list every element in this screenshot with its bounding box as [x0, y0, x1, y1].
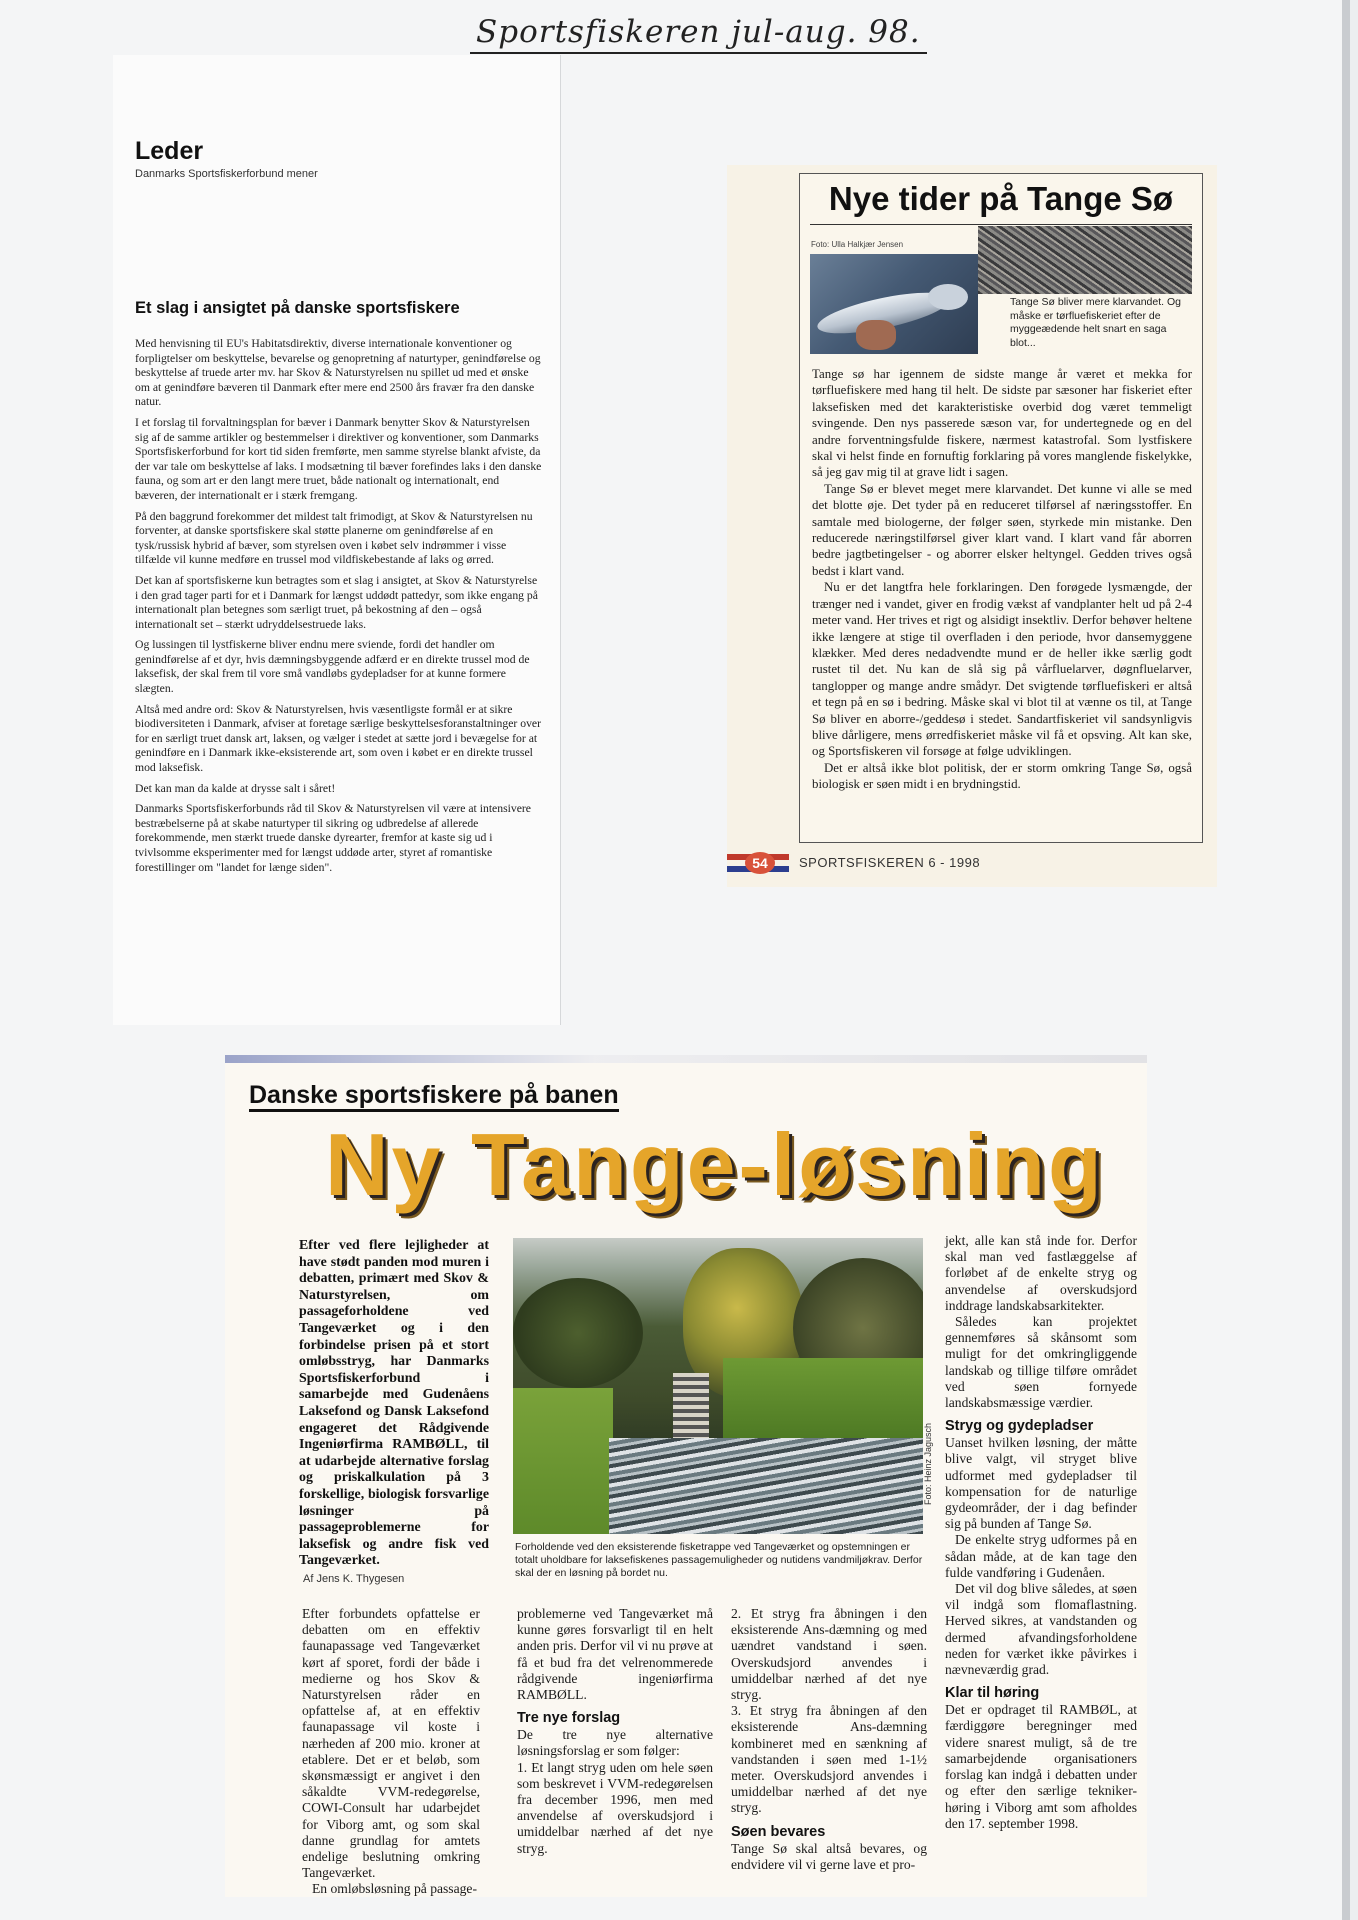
leder-title: Leder [135, 137, 204, 165]
tange-column-3 [731, 1606, 927, 1873]
tange-kicker: Danske sportsfiskere på banen [249, 1081, 619, 1112]
leder-headline: Et slag i ansigtet på danske sportsfiskere [135, 299, 460, 317]
leder-paragraph: Med henvisning til EU's Habitatsdirektiv, diverse internationale konventioner og forpligtelser om beskyttelse, bevarelse og genopretning af naturtyper, genindførelse og beskyttelse af truede arter mv. har Skov & Naturstyrelsen nu spillet ud med et ønske om at genindføre bæveren til Danmark efter mere end 2500 års fravær fra den danske natur. [135, 337, 541, 409]
leder-paragraph: Altså med andre ord: Skov & Naturstyrelsen, hvis væsentligste formål er at sikre biodiversiteten i Danmark, afviser at foretage særlige beskyttelsesforanstaltninger over for en særligt truet dansk art, laksen, og vælger i stedet at sætte jord i bevægelse for at genindføre en i Danmark ikke-eksisterende art, som oven i købet er en direkte trussel mod laksefisk. [135, 702, 542, 775]
midges-photo [978, 226, 1192, 294]
magazine-footer: SPORTSFISKEREN 6 - 1998 [799, 855, 981, 870]
hand-shape [856, 320, 896, 350]
column-paragraph: De enkelte stryg udformes på en sådan måde, at de kan tage den fulde vandføring i Gudenåen. [945, 1532, 1137, 1580]
leder-paragraph: I et forslag til forvaltningsplan for bæver i Danmark benytter Skov & Naturstyrelsen sig af de samme artikler og bestemmelser i direktiver og konventioner, som Danmarks Sportsfiskerforbund for kort tid siden fremførte, men samme styrelse blankt afviste, da der var tale om beskyttelse af laks. I modsætning til bæver forefindes laks i den danske fauna, og som art er den langt mere truet, både nationalt og internationalt, end bæveren, der internationalt er i stærk fremgang. [135, 415, 542, 502]
grass-shape [723, 1358, 923, 1438]
nye-paragraph: Tange sø har igennem de sidste mange år været et mekka for tørfluefiskere med hang til helt. De sidste par sæsoner har fiskeriet efter laksefisken med det karakteristiske overbid dog været temmeligt svingende. Den nys passerede sæson var, for undertegnede og en del andre forventningsfulde fiskere, nærmest katastrofal. Som lystfiskere skal vi helst finde en fornuftig forklaring på vores manglende fiskelykke, så jeg gav mig til at grave lidt i sagen. [812, 367, 1192, 480]
column-heading: Søen bevares [731, 1823, 826, 1840]
fish-ladder-shape [673, 1373, 709, 1438]
top-color-bar [225, 1055, 1147, 1063]
nye-caption: Tange Sø bliver mere klarvandet. Og måske er tørfluefiskeriet efter de myggeædende helt snart en saga blot... [1010, 296, 1181, 349]
nye-paragraph: Det er altså ikke blot politisk, der er storm omkring Tange Sø, også biologisk er søen midt i en brydningstid. [812, 760, 1192, 792]
column-heading: Tre nye forslag [517, 1710, 621, 1727]
page-edge [1342, 0, 1350, 1920]
fish-photo [810, 254, 978, 354]
nye-paragraph: Tange Sø er blevet meget mere klarvandet. Det kunne vi alle se med det blotte øje. Det tyder på en reduceret tilførsel af næringsstoffer. En samtale med biologerne, der følger søen, styrkede min mistanke. Den reducerede næringstilførsel giver klart vand. I klart vand får aborren bedre jagtbetingelser - og aborrer elsker heltyngel. Gedden trives også bedst i klart vand. [812, 481, 1192, 578]
grass-shape [513, 1388, 613, 1534]
nye-tider-title: Nye tider på Tange Sø [828, 180, 1174, 217]
leder-body [135, 337, 543, 881]
leder-paragraph: Det kan man da kalde at drysse salt i såret! [135, 781, 336, 795]
column-paragraph: Således kan projektet gennemføres så skånsomt som muligt for det omkringliggende landskab og tillige tilføre området ved søen fornyede landskabsmæssige værdier. [945, 1314, 1137, 1411]
column-paragraph: 1. Et langt stryg uden om hele søen som beskrevet i VVM-redegørelsen fra december 1996, men med anvendelse af overskudsjord i umiddelbar nærhed af det nye stryg. [517, 1759, 713, 1856]
column-paragraph: Efter forbundets opfattelse er debatten om en effektiv faunapassage ved Tangeværket kørt af sporet, fordi der både i medierne og hos Skov & Naturstyrelsen råder en opfattelse af, at en effektiv faunapassage vil koste i nærheden af 200 mio. kroner at etablere. Det er et beløb, som skønsmæssigt er angivet i den såkaldte VVM-redegørelse, COWI-Consult har udarbejdet for Viborg amt, og som skal danne grundlag for amtets endelige beslutning omkring Tangeværket. [302, 1606, 480, 1881]
leder-subtitle: Danmarks Sportsfiskerforbund mener [135, 168, 318, 180]
leder-paragraph: På den baggrund forekommer det mildest talt frimodigt, at Skov & Naturstyrelsen nu forventer, at danske sportsfiskere skal støtte planerne om genindførelse af en tysk/russisk hybrid af bæver, som styrelsen oven i købet selv indrømmer i visse tilfælde vil kunne medføre en trussel mod vildfiskebestande af laks og ørred. [135, 509, 533, 567]
tange-headline: Ny Tange-løsning [325, 1115, 1105, 1214]
tange-photo-credit: Foto: Heinz Jagusch [923, 1422, 933, 1505]
water-shape [609, 1438, 923, 1534]
tange-photo-caption: Forholdende ved den eksisterende fisketrappe ved Tangeværket og opstemningen er totalt uholdbare for laksefiskenes passagemuligheder og nutidens vandmiljøkrav. Derfor skal der en løsning på bordet nu. [515, 1541, 923, 1579]
column-paragraph: 2. Et stryg fra åbningen i den eksisterende Ans-dæmning og med uændret vandstand i søen. Overskudsjord anvendes i umiddelbar nærhed af det nye stryg. [731, 1606, 927, 1703]
fish-head-shape [928, 284, 968, 310]
column-paragraph: En omløbsløsning på passage- [312, 1881, 477, 1897]
tange-byline: Af Jens K. Thygesen [303, 1573, 405, 1585]
leder-paragraph: Og lussingen til lystfiskerne bliver endnu mere sviende, fordi det handler om genindførelse af et dyr, hvis dæmningsbyggende adfærd er en direkte trussel mod de laksefisk, der skal frem til vore små vandløbs gydepladser for at kunne formere slægten. [135, 638, 530, 696]
column-heading: Klar til høring [945, 1685, 1040, 1702]
nye-tider-clipping [727, 165, 1217, 887]
title-divider [810, 224, 1192, 225]
tange-column-1 [302, 1606, 480, 1898]
nye-tider-frame [799, 173, 1203, 843]
column-paragraph: Uanset hvilken løsning, der måtte blive valgt, vil stryget blive udformet med gydepladser til kompensation for de naturlige gydeområder, der i dag befinder sig på bunden af Tange Sø. [945, 1435, 1137, 1532]
nye-paragraph: Nu er det langtfra hele forklaringen. Den forøgede lysmængde, der trænger ned i vandet, giver en frodig vækst af vandplanter helt ud på 2-4 meter vand. Her trives et rigt og alsidigt insektliv. Derfor behøver heltene ikke længere at stige til overfladen i den periode, hvor dansemyggene klækker. Med deres nedadvendte mund er de heller ikke særlig godt rustet til det. Nu kan de slå sig på vårfluelarver, døgnfluelarver, tanglopper og mange andre smådyr. Det svigtende tørfluefiskeri er altså et tegn på en sø i bedring. Måske skal vi blot til at vænne os til, at Tange Sø bliver en aborre-/geddesø i stedet. Sandartfiskeriet vil sandsynligvis blive dårligere, mens ørredfiskeriet måske vil få et opsving. Alt kan ske, og Sportsfiskeren vil forsøge at følge udviklingen. [812, 580, 1192, 759]
fish-ladder-photo [513, 1238, 923, 1534]
column-paragraph: jekt, alle kan stå inde for. Derfor skal man ved fastlæggelse af forløbet af de enkelte stryg og anvendelse af overskudsjord inddrage landskabsarkitekter. [945, 1233, 1137, 1313]
column-paragraph: 3. Et stryg fra åbningen af den eksisterende Ans-dæmning kombineret med en sænkning af vandstanden i søen med 1-1½ meter. Overskudsjord anvendes i umiddelbar nærhed af det nye stryg. [731, 1703, 927, 1816]
tange-column-4 [945, 1233, 1137, 1832]
leder-paragraph: Danmarks Sportsfiskerforbunds råd til Skov & Naturstyrelsen vil være at intensivere bestræbelserne på at skabe naturtyper til sikring og udbredelse af allerede forekommende, men stærkt truede danske dyrearter, fremfor at kaste sig ud i tvivlsomme eksperimenter med for længst uddøde arter, styret af romantiske forestillinger om "landet for længe siden". [135, 802, 531, 874]
handwritten-note: Sportsfiskeren jul-aug. 98. [470, 14, 927, 54]
leder-paragraph: Det kan af sportsfiskerne kun betragtes som et slag i ansigtet, at Skov & Naturstyrelse i den grad tager parti for et i Danmark for længst uddødt pattedyr, som ikke engang på internationalt plan betegnes som særligt truet, på bekostning af den – også internationalt set – stærkt udryddelsestruede laks. [135, 573, 538, 631]
tree-shape [513, 1278, 643, 1388]
page-number-badge [727, 848, 789, 878]
column-paragraph: problemerne ved Tangeværket må kunne gøres forsvarligt til en helt anden pris. Derfor vil vi nu prøve at få et bud fra det velrenommerede rådgivende ingeniørfirma RAMBØLL. [517, 1606, 713, 1703]
tange-column-2 [517, 1606, 713, 1857]
column-paragraph: Tange Sø skal altså bevares, og endvidere vil vi gerne lave et pro- [731, 1840, 927, 1872]
nye-body [812, 366, 1192, 793]
tange-lead: Efter ved flere lejligheder at have stødt panden mod muren i debatten, primært med Skov & Naturstyrelsen, om passageforholdene ved Tangeværket og i den forbindelse prisen på et stort omløbsstryg, har Danmarks Sportsfiskerforbund i samarbejde med Gudenåens Laksefond og Dansk Laksefond engageret det Rådgivende Ingeniørfirma RAMBØLL, til at udarbejde alternative forslag og priskalkulation på 3 forskellige, biologisk forsvarlige løsninger på passageproblemerne for laksefisk og andre fisk ved Tangeværket. [299, 1238, 489, 1569]
column-heading: Stryg og gydepladser [945, 1418, 1094, 1435]
nye-photo-credit: Foto: Ulla Halkjær Jensen [811, 240, 904, 249]
column-paragraph: Det vil dog blive således, at søen vil indgå som flomaflastning. Herved sikres, at vandstanden og dermed afvandingsforholdene neden for værket ikke påvirkes i nævneværdig grad. [945, 1581, 1137, 1678]
column-paragraph: De tre nye alternative løsningsforslag er som følger: [517, 1727, 713, 1759]
page-number: 54 [745, 852, 775, 874]
leder-clipping [113, 55, 561, 1025]
tange-clipping [225, 1055, 1147, 1897]
column-paragraph: Det er opdraget til RAMBØL, at færdiggøre beregninger med videre snarest muligt, så de tre samarbejdende organisationers forslag kan indgå i debatten under og efter den særlige tekniker-høring i Viborg amt som afholdes den 17. september 1998. [945, 1702, 1137, 1831]
